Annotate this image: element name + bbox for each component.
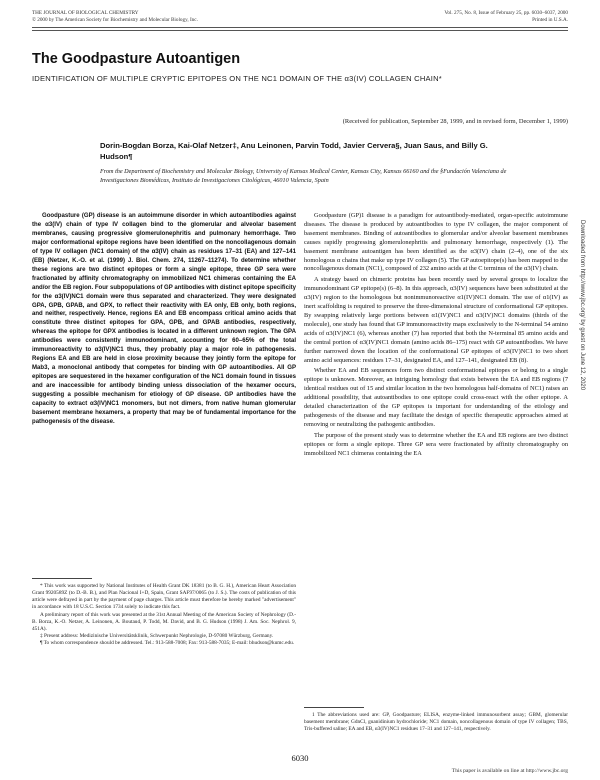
left-column [32, 212, 296, 427]
footnote-separator-right [304, 707, 364, 708]
affiliation: From the Department of Biochemistry and Molecular Biology, University of Kansas Medical Center, Kansas City, Kansas 66160 and the §Fundación Valenciana de Investigaciones Biomédicas, Instituto de Investigaciones Citológicas, 46010 Valencia, Spain [100, 168, 507, 184]
journal-name: THE JOURNAL OF BIOLOGICAL CHEMISTRY [32, 10, 139, 16]
received-dates: (Received for publication, September 28, 1999, and in revised form, December 1, 1999) [342, 118, 568, 125]
printed-line: Printed in U.S.A. [532, 16, 568, 23]
footnote-present-address: ‡ Present address: Medizinische Universitätsklinik, Schwerpunkt Nephrologie, D-97080 Würzburg, Germany. [40, 633, 274, 640]
author-list: Dorin-Bogdan Borza, Kai-Olaf Netzer‡, Anu Leinonen, Parvin Todd, Javier Cervera§, Juan Saus, and Billy G. Hudson¶ [100, 141, 488, 162]
body-paragraph: A strategy based on chimeric proteins has been recently used by several groups to localize the immunodominant GP epitope(s) (6–8). In this approach, α3(IV) sequences have been substituted at the α3(IV) region to the homologous but nonimmunoreactive α1(IV)NC1 domain. The use of α1(IV) as inert scaffolding is required to preserve the three-dimensional structure of conformational GP epitopes. By swapping relatively large portions between α1(IV)NC1 and α3(IV)NC1 domains (thirds of the molecule), one study has found that GP immunoreactivity maps exclusively to the N-terminal 54 amino acids of α3(IV)NC1 (6), whereas another (7) has reported that both the N-terminal 85 amino acids and the central portion of α3(IV)NC1 domain (amino acids 86–175) react with GP autoantibodies. We have further narrowed down the location of the conformational GP epitopes of α3(IV)NC1 to two short amino acid sequences: residues 17–31, designated EA, and 127–141, designated EB (8). [304, 276, 568, 364]
header-rule [32, 27, 568, 28]
abstract: Goodpasture (GP) disease is an autoimmune disorder in which autoantibodies against the α3(IV) chain of type IV collagen bind to the glomerular and alveolar basement membranes, causing progressive glomerulonephritis and pulmonary hemorrhage. Two major conformational epitope regions have been identified on the noncollagenous domain of type IV collagen (NC1 domain) of the α3(IV) chain as residues 17–31 (EA) and 127–141 (EB) (Netzer, K.-O. et al. (1999) J. Biol. Chem. 274, 11267–11274). To determine whether these regions are two distinct epitopes or form a single epitope, three GP sera were fractionated by affinity chromatography on immobilized NC1 chimeras containing the EA and/or the EB region. Four subpopulations of GP antibodies with distinct epitope specificity for the α3(IV)NC1 domain were thus separated and characterized. They were designated GPA, GPB, GPAB, and GPX, to reflect their reactivity with EA only, EB only, both regions, and neither, respectively. Hence, regions EA and EB encompass critical amino acids that constitute three distinct epitopes for GPA, GPB, and GPAB antibodies, respectively, whereas the epitope for GPX antibodies is located in a different unknown region. The GPA antibodies were consistently immunodominant, accounting for 60–65% of the total immunoreactivity to α3(IV)NC1 thus, they probably play a major role in pathogenesis. Regions EA and EB are held in close proximity because they jointly form the epitope for Mab3, a monoclonal antibody that competes for binding with GP autoantibodies. All GP epitopes are sequestered in the hexamer configuration of the NC1 domain found in tissues and are inaccessible for antibody binding unless dissociation of the hexamer occurs, suggesting a possible mechanism for etiology of GP disease. GP antibodies have the capacity to extract α3(IV)NC1 monomers, but not dimers, from native human glomerular basement membrane hexamers, a property that may be of fundamental importance for the pathogenesis of the disease. [32, 213, 296, 425]
footnote-abbreviations: 1 The abbreviations used are: GP, Goodpasture; ELISA, enzyme-linked immunosorbent assay; GBM, glomerular basement membrane; GdnCl, guanidinium hydrochloride; NC1 domain, noncollagenous domain of type IV collagen; TBS, Tris-buffered saline; EA and EB, α3(IV)NC1 residues 17–31 and 127–141, respectively. [304, 712, 568, 733]
footnote-preliminary-report: A preliminary report of this work was presented at the 31st Annual Meeting of the American Society of Nephrology (D.-B. Borza, K.-O. Netzer, A. Leinonen, A. Boutaud, P. Todd, M. David, and B. G. Hudson (1998) J. Am. Soc. Nephrol. 9, 451A). [32, 611, 296, 632]
footnotes-right [304, 712, 568, 733]
footnote-separator-left [32, 578, 92, 579]
body-paragraph: The purpose of the present study was to determine whether the EA and EB regions are two distinct epitopes or form a single epitope. Three GP sera were fractionated by affinity chromatography on immobilized NC1 chimeras containing the EA [304, 431, 568, 457]
volume-line: Vol. 275, No. 8, Issue of February 25, pp. 6030–6037, 2000 [444, 10, 568, 16]
footnote-funding: * This work was supported by National Institutes of Health Grant DK 18381 (to B. G. H.), American Heart Association Grant 9920589Z (to D.-B. B.), and Plan Nacional I+D, Spain, Grant SAF97/0065 (to J. S.). The costs of publication of this article were defrayed in part by the payment of page charges. This article must therefore be hereby marked "advertisement" in accordance with 18 U.S.C. Section 1734 solely to indicate this fact. [32, 583, 296, 611]
article-subtitle: IDENTIFICATION OF MULTIPLE CRYPTIC EPITOPES ON THE NC1 DOMAIN OF THE α3(IV) COLLAGEN CHAIN* [32, 74, 442, 83]
body-paragraph: Goodpasture (GP)1 disease is a paradigm for autoantibody-mediated, organ-specific autoimmune diseases. The disease is produced by autoantibodies to type IV collagen, the major component of basement membranes. Binding of autoantibodies to glomerular and/or alveolar basement membranes causes rapidly progressing glomerulonephritis and pulmonary hemorrhage, respectively (1). The basement membrane autoantigen has been identified as the α3(IV) chain (2–4), one of the six homologous α chains that make up type IV collagen (5). The GP autoepitope(s) has been mapped to the noncollagenous domain (NC1), composed of 232 amino acids at the C terminus of the α3(IV) chain. [304, 212, 568, 273]
footnote-correspondence: ¶ To whom correspondence should be addressed. Tel.: 913-588-7008; Fax: 913-588-7035; E-mail: bhudson@kumc.edu. [40, 640, 295, 647]
right-column [304, 212, 568, 460]
header-right [444, 10, 568, 23]
header-rule-second [32, 30, 568, 31]
footnotes-left [32, 583, 296, 647]
article-title: The Goodpasture Autoantigen [32, 51, 241, 67]
copyright-line: © 2000 by The American Society for Biochemistry and Molecular Biology, Inc. [32, 16, 198, 23]
header-left [32, 10, 198, 23]
download-stamp: Downloaded from http://www.jbc.org/ by guest on June 12, 2020 [579, 220, 585, 391]
online-note: This paper is available on line at http://www.jbc.org [451, 768, 568, 774]
body-paragraph: Whether EA and EB sequences form two distinct conformational epitopes or belong to a single epitope is unknown. Moreover, an intriguing homology that exists between the EA and EB regions (7 identical residues out of 15 and similar location in the two homologous half-domains of NC1) raises an additional possibility, that autoantibodies to one epitope could cross-react with the other epitope. A detailed characterization of the GP epitopes is important for understanding of the etiology and pathogenesis of the disease and may facilitate the design of specific therapeutic approaches aimed at removing or neutralizing the pathogenic antibodies. [304, 367, 568, 428]
page-number: 6030 [291, 753, 309, 763]
